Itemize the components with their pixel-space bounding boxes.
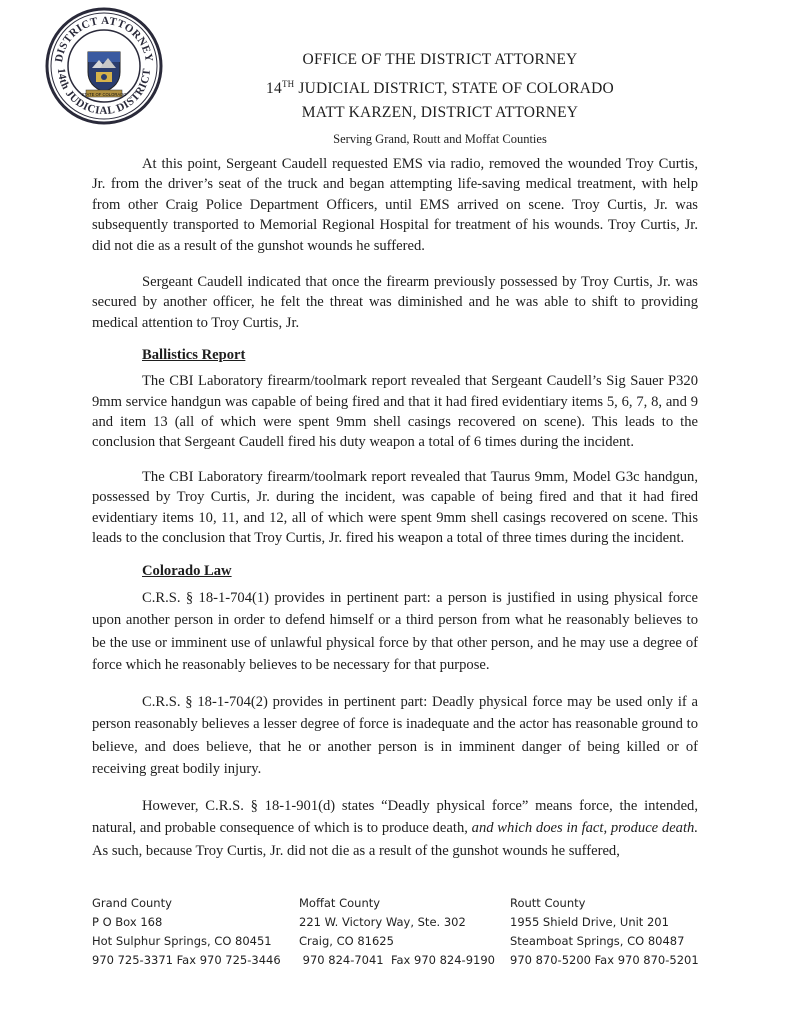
paragraph-caudell-handgun: The CBI Laboratory firearm/toolmark report revealed that Sergeant Caudell’s Sig Sauer P320 9mm service handgun was capable of being fired and that it had fired evidentiary items 5, 6, 7, 8, and 9 and item 13 (all of which were spent 9mm shell casings recovered on scene). This leads to the conclusion that Sergeant Caudell fired his duty weapon a total of 6 times during the incident. (92, 373, 698, 451)
office-title: OFFICE OF THE DISTRICT ATTORNEY (302, 51, 578, 68)
paragraph-crs-704-2: C.R.S. § 18-1-704(2) provides in pertinent part: Deadly physical force may be used only if a person reasonably believes a lesser degree of force is inadequate and the actor has reasonable ground to believe, and does believe, that he or another person is in imminent danger of being killed or of receiving great bodily injury. (92, 693, 698, 777)
district-attorney-name: MATT KARZEN, DISTRICT ATTORNEY (301, 104, 579, 122)
paragraph-ems: At this point, Sergeant Caudell requested EMS via radio, removed the wounded Troy Curtis, Jr. from the driver’s seat of the truck and began attempting life-saving medical treatment, with help from other Craig Police Department Officers, until EMS arrived on scene. Troy Curtis, Jr. was subsequently transported to Memorial Regional Hospital for treatment of his wounds. Troy Curtis, Jr. did not die as a result of the gunshot wounds he suffered. (92, 156, 698, 254)
footer-grand-county: Grand County P O Box 168 Hot Sulphur Springs, CO 80451 970 725-3371 Fax 970 725-3446 (92, 896, 281, 967)
district-line: 14TH JUDICIAL DISTRICT, STATE OF COLORADO (266, 79, 614, 98)
counties-served: Serving Grand, Routt and Moffat Counties (333, 132, 547, 147)
heading-ballistics-report: Ballistics Report (142, 347, 246, 364)
seal-top-text: DISTRICT ATTORNEY (53, 14, 155, 64)
paragraph-medical-attention: Sergeant Caudell indicated that once the firearm previously possessed by Troy Curtis, Jr. was secured by another officer, he felt the threat was diminished and he was able to shift to providing medical attention to Troy Curtis, Jr. (92, 274, 698, 331)
footer-routt-county: Routt County 1955 Shield Drive, Unit 201 Steamboat Springs, CO 80487 970 870-5200 Fax 970 870-5201 (510, 896, 699, 967)
paragraph-crs-704-1: C.R.S. § 18-1-704(1) provides in pertinent part: a person is justified in using physical force upon another person in order to defend himself or a third person from what he reasonably believes to be the use or imminent use of unlawful physical force by that other person, and he may use a degree of force which he reasonably believes to be necessary for that purpose. (92, 589, 698, 673)
paragraph-taurus-handgun: The CBI Laboratory firearm/toolmark report revealed that Taurus 9mm, Model G3c handgun, possessed by Troy Curtis, Jr. during the incident, was capable of being fired and that it had fired evidentiary items 10, 11, and 12, all of which were spent 9mm shell casings recovered on scene. This leads to the conclusion that Troy Curtis, Jr. fired his weapon a total of three times during the incident. (92, 468, 698, 547)
paragraph-crs-901: However, C.R.S. § 18-1-901(d) states “Deadly physical force” means force, the intended, natural, and probable consequence of which is to produce death, and which does in fact, produce death. As such, because Troy Curtis, Jr. did not die as a result of the gunshot wounds he suffered, (92, 797, 698, 859)
heading-colorado-law: Colorado Law (142, 562, 232, 579)
seal-center-text: STATE OF COLORADO (81, 92, 127, 97)
footer-moffat-county: Moffat County 221 W. Victory Way, Ste. 302 Craig, CO 81625 970 824-7041 Fax 970 824-9190 (299, 896, 495, 967)
letterhead (230, 48, 650, 150)
document-body (92, 154, 698, 862)
district-attorney-seal (44, 6, 164, 126)
seal-bottom-text: 14th JUDICIAL DISTRICT (54, 67, 154, 118)
